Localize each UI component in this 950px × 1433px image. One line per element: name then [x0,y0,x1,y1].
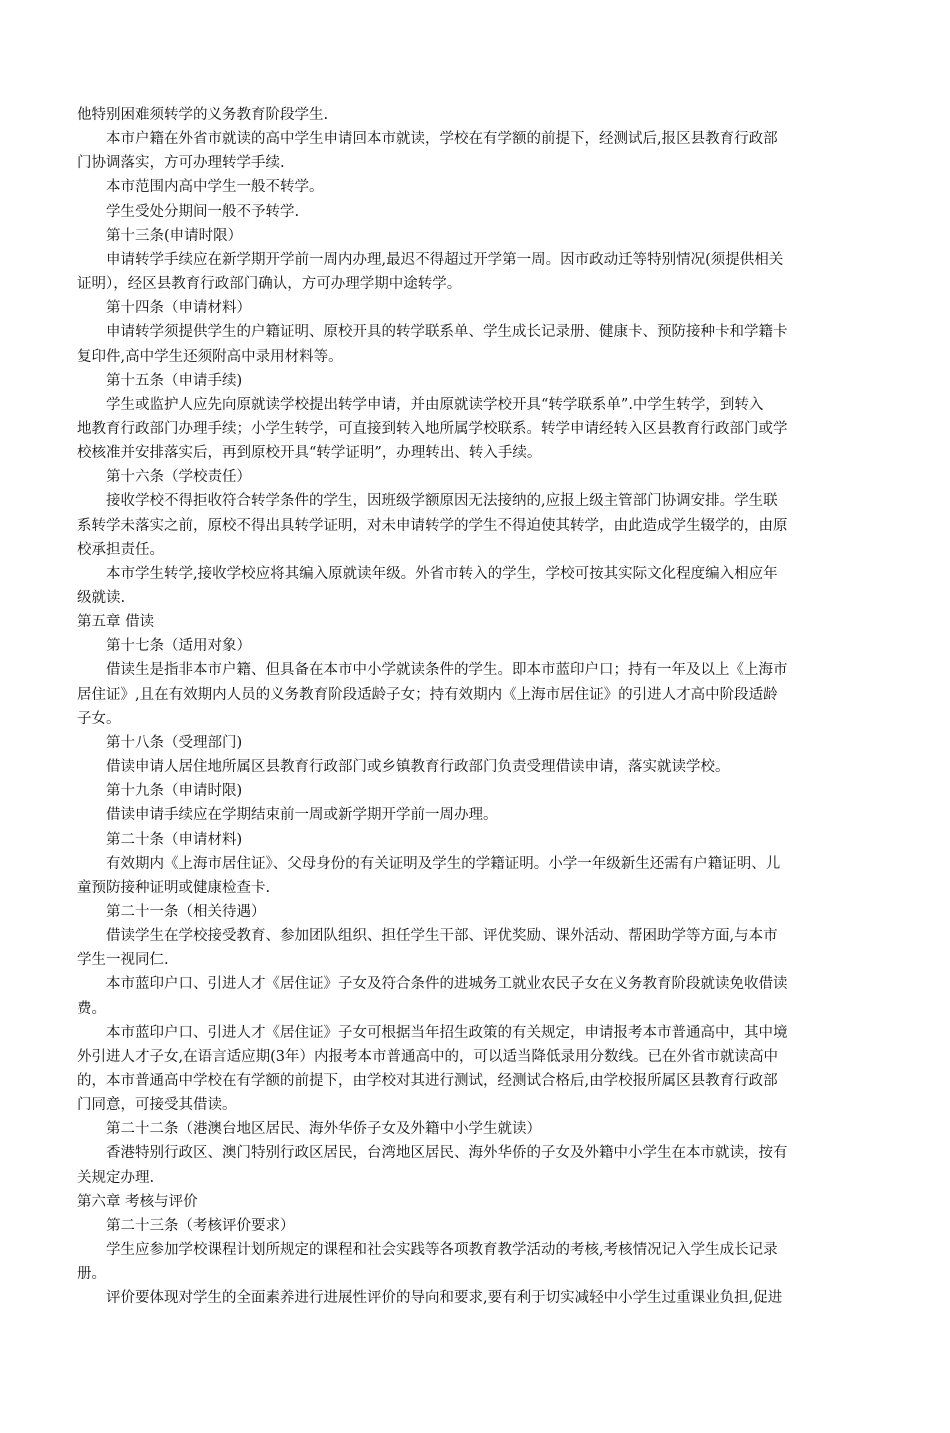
text-line: 申请转学手续应在新学期开学前一周内办理,最迟不得超过开学第一周。因市政动迁等特别情况(须提供相关 [106,252,784,268]
text-line: 第十七条（适用对象） [106,638,251,654]
text-line: 校承担责任。 [77,542,164,558]
text-line: 关规定办理. [77,1170,155,1186]
text-line: 借读申请人居住地所属区县教育行政部门或乡镇教育行政部门负责受理借读申请，落实就读学校。 [106,759,730,775]
text-line: 第六章 考核与评价 [77,1194,198,1210]
text-line: 外引进人才子女,在语言适应期(3年）内报考本市普通高中的，可以适当降低录用分数线。已在外省市就读高中 [77,1049,778,1065]
text-line: 校核准并安排落实后，再到原校开具“转学证明”，办理转出、转入手续。 [77,445,542,461]
text-line: 评价要体现对学生的全面素养进行进展性评价的导向和要求,要有利于切实减轻中小学生过重课业负担,促进 [106,1290,783,1306]
text-line: 的，本市普通高中学校在有学额的前提下，由学校对其进行测试，经测试合格后,由学校报所属区县教育行政部 [77,1073,778,1089]
text-line: 申请转学须提供学生的户籍证明、原校开具的转学联系单、学生成长记录册、健康卡、预防接种卡和学籍卡 [106,324,788,340]
text-line: 他特别困难须转学的义务教育阶段学生. [77,107,329,123]
text-line: 门协调落实，方可办理转学手续. [77,155,285,171]
text-line: 费。 [77,1001,106,1017]
text-line: 本市户籍在外省市就读的高中学生申请回本市就读，学校在有学额的前提下，经测试后,报区县教育行政部 [106,131,778,147]
text-line: 童预防接种证明或健康检查卡. [77,880,271,896]
text-line: 本市学生转学,接收学校应将其编入原就读年级。外省市转入的学生，学校可按其实际文化程度编入相应年 [106,566,778,582]
text-line: 本市蓝印户口、引进人才《居住证》子女可根据当年招生政策的有关规定，申请报考本市普通高中，其中境 [106,1025,788,1041]
text-line: 第十八条（受理部门) [106,735,243,751]
text-line: 门同意，可接受其借读。 [77,1097,237,1113]
text-line: 借读申请手续应在学期结束前一周或新学期开学前一周办理。 [106,807,498,823]
text-line: 第二十二条（港澳台地区居民、海外华侨子女及外籍中小学生就读） [106,1121,541,1137]
text-line: 借读学生在学校接受教育、参加团队组织、担任学生干部、评优奖励、课外活动、帮困助学等方面,与本市 [106,928,778,944]
text-line: 居住证》,且在有效期内人员的义务教育阶段适龄子女；持有效期内《上海市居住证》的引进人才高中阶段适龄 [77,687,778,703]
text-line: 学生应参加学校课程计划所规定的课程和社会实践等各项教育教学活动的考核,考核情况记入学生成长记录 [106,1242,778,1258]
text-line: 本市蓝印户口、引进人才《居住证》子女及符合条件的进城务工就业农民子女在义务教育阶段就读免收借读 [106,976,788,992]
text-line: 级就读. [77,590,126,606]
text-line: 第十六条（学校责任） [106,469,251,485]
text-line: 系转学未落实之前，原校不得出具转学证明，对未申请转学的学生不得迫使其转学，由此造成学生辍学的，由原 [77,518,788,534]
text-line: 第五章 借读 [77,614,155,630]
text-line: 第二十一条（相关待遇） [106,904,266,920]
text-line: 学生或监护人应先向原就读学校提出转学申请，并由原就读学校开具“转学联系单”.中学生转学，到转入 [106,397,764,413]
text-line: 第十四条（申请材料） [106,300,251,316]
text-line: 有效期内《上海市居住证》、父母身份的有关证明及学生的学籍证明。小学一年级新生还需有户籍证明、儿 [106,856,781,872]
text-line: 证明），经区县教育行政部门确认，方可办理学期中途转学。 [77,276,462,292]
text-line: 学生受处分期间一般不予转学. [106,204,300,220]
text-line: 第十三条(申请时限） [106,228,243,244]
text-line: 第二十条（申请材料) [106,832,243,848]
text-line: 地教育行政部门办理手续；小学生转学，可直接到转入地所属学校联系。转学申请经转入区县教育行政部门或学 [77,421,788,437]
text-line: 学生一视同仁. [77,952,169,968]
text-line: 册。 [77,1266,106,1282]
text-line: 复印件,高中学生还须附高中录用材料等。 [77,349,343,365]
text-line: 子女。 [77,711,121,727]
text-line: 借读生是指非本市户籍、但具备在本市中小学就读条件的学生。即本市蓝印户口；持有一年及以上《上海市 [106,662,788,678]
text-line: 香港特别行政区、澳门特别行政区居民，台湾地区居民、海外华侨的子女及外籍中小学生在本市就读，按有 [106,1145,788,1161]
text-line: 第二十三条（考核评价要求） [106,1218,295,1234]
text-line: 接收学校不得拒收符合转学条件的学生，因班级学额原因无法接纳的,应报上级主管部门协调安排。学生联 [106,493,778,509]
text-line: 本市范围内高中学生一般不转学。 [106,179,324,195]
text-line: 第十九条（申请时限) [106,783,243,799]
text-line: 第十五条（申请手续) [106,373,243,389]
